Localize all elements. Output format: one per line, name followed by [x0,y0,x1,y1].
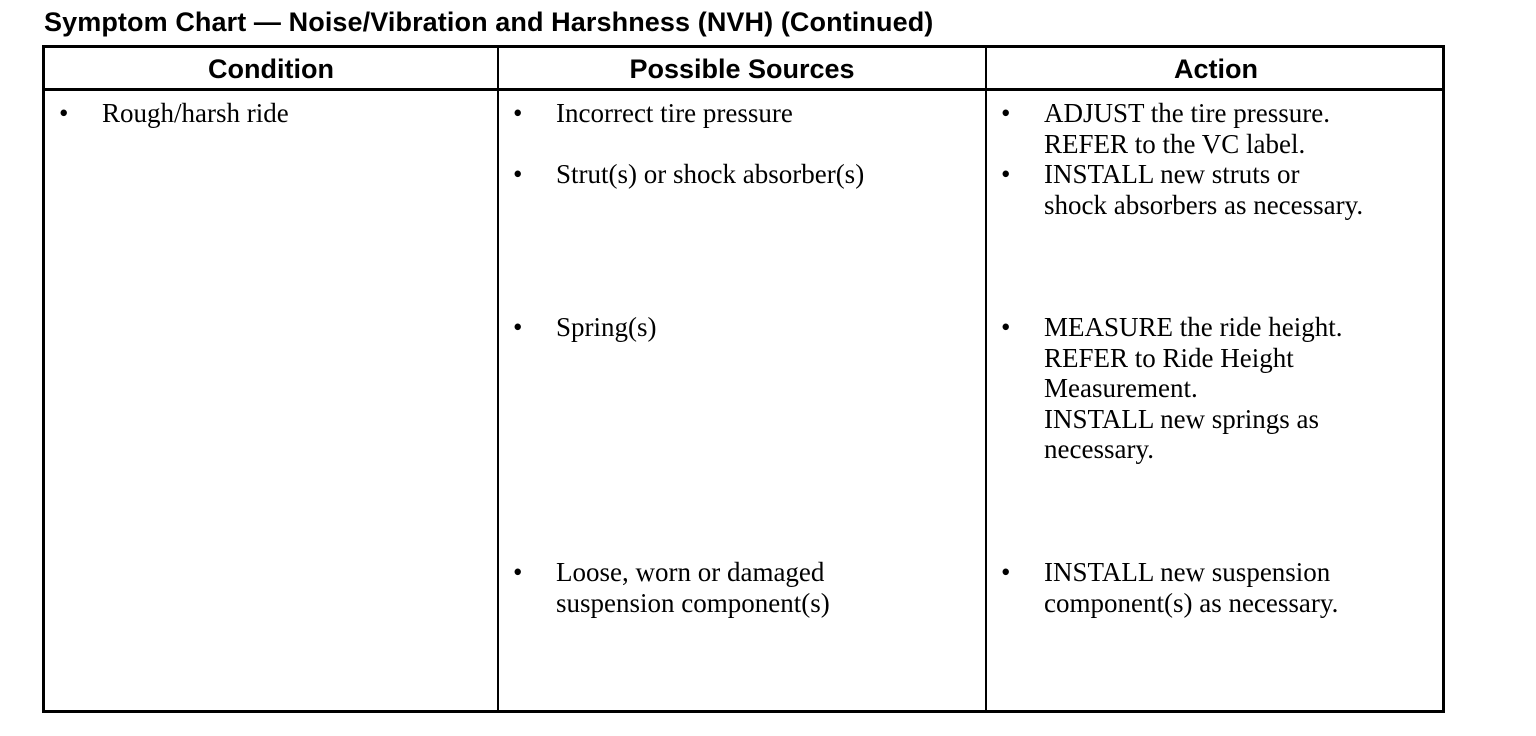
bullet-icon: • [513,312,523,342]
bullet-icon: • [513,159,523,189]
page-title: Symptom Chart — Noise/Vibration and Harshness (NVH) (Continued) [44,7,934,37]
action-text: INSTALL new suspension [1044,557,1331,587]
bullet-icon: • [1001,557,1011,587]
source-text: Incorrect tire pressure [556,98,793,128]
bullet-icon: • [1001,159,1011,189]
action-text: MEASURE the ride height. [1044,312,1343,342]
header-possible-sources: Possible Sources [629,54,855,84]
action-text: INSTALL new springs as [1044,403,1320,434]
source-text: suspension component(s) [556,587,830,618]
bullet-icon: • [1001,312,1011,342]
header-action: Action [1174,54,1258,84]
action-text: shock absorbers as necessary. [1044,189,1364,220]
action-text: REFER to the VC label. [1044,128,1306,159]
source-text: Strut(s) or shock absorber(s) [556,159,865,189]
action-text: ADJUST the tire pressure. [1044,98,1330,128]
column-divider-1 [497,48,499,710]
symptom-chart-table [42,45,1445,713]
condition-text: Rough/harsh ride [102,98,289,128]
source-text: Spring(s) [556,312,657,342]
bullet-icon: • [513,98,523,128]
header-condition: Condition [208,54,334,84]
column-divider-2 [985,48,987,710]
bullet-icon: • [1001,98,1011,128]
action-text: REFER to Ride Height [1044,342,1294,373]
action-text: INSTALL new struts or [1044,159,1300,189]
source-text: Loose, worn or damaged [556,557,825,587]
action-text: necessary. [1044,434,1154,464]
action-text: component(s) as necessary. [1044,587,1339,618]
bullet-icon: • [513,557,523,587]
bullet-icon: • [59,98,69,128]
action-text: Measurement. [1044,373,1198,403]
